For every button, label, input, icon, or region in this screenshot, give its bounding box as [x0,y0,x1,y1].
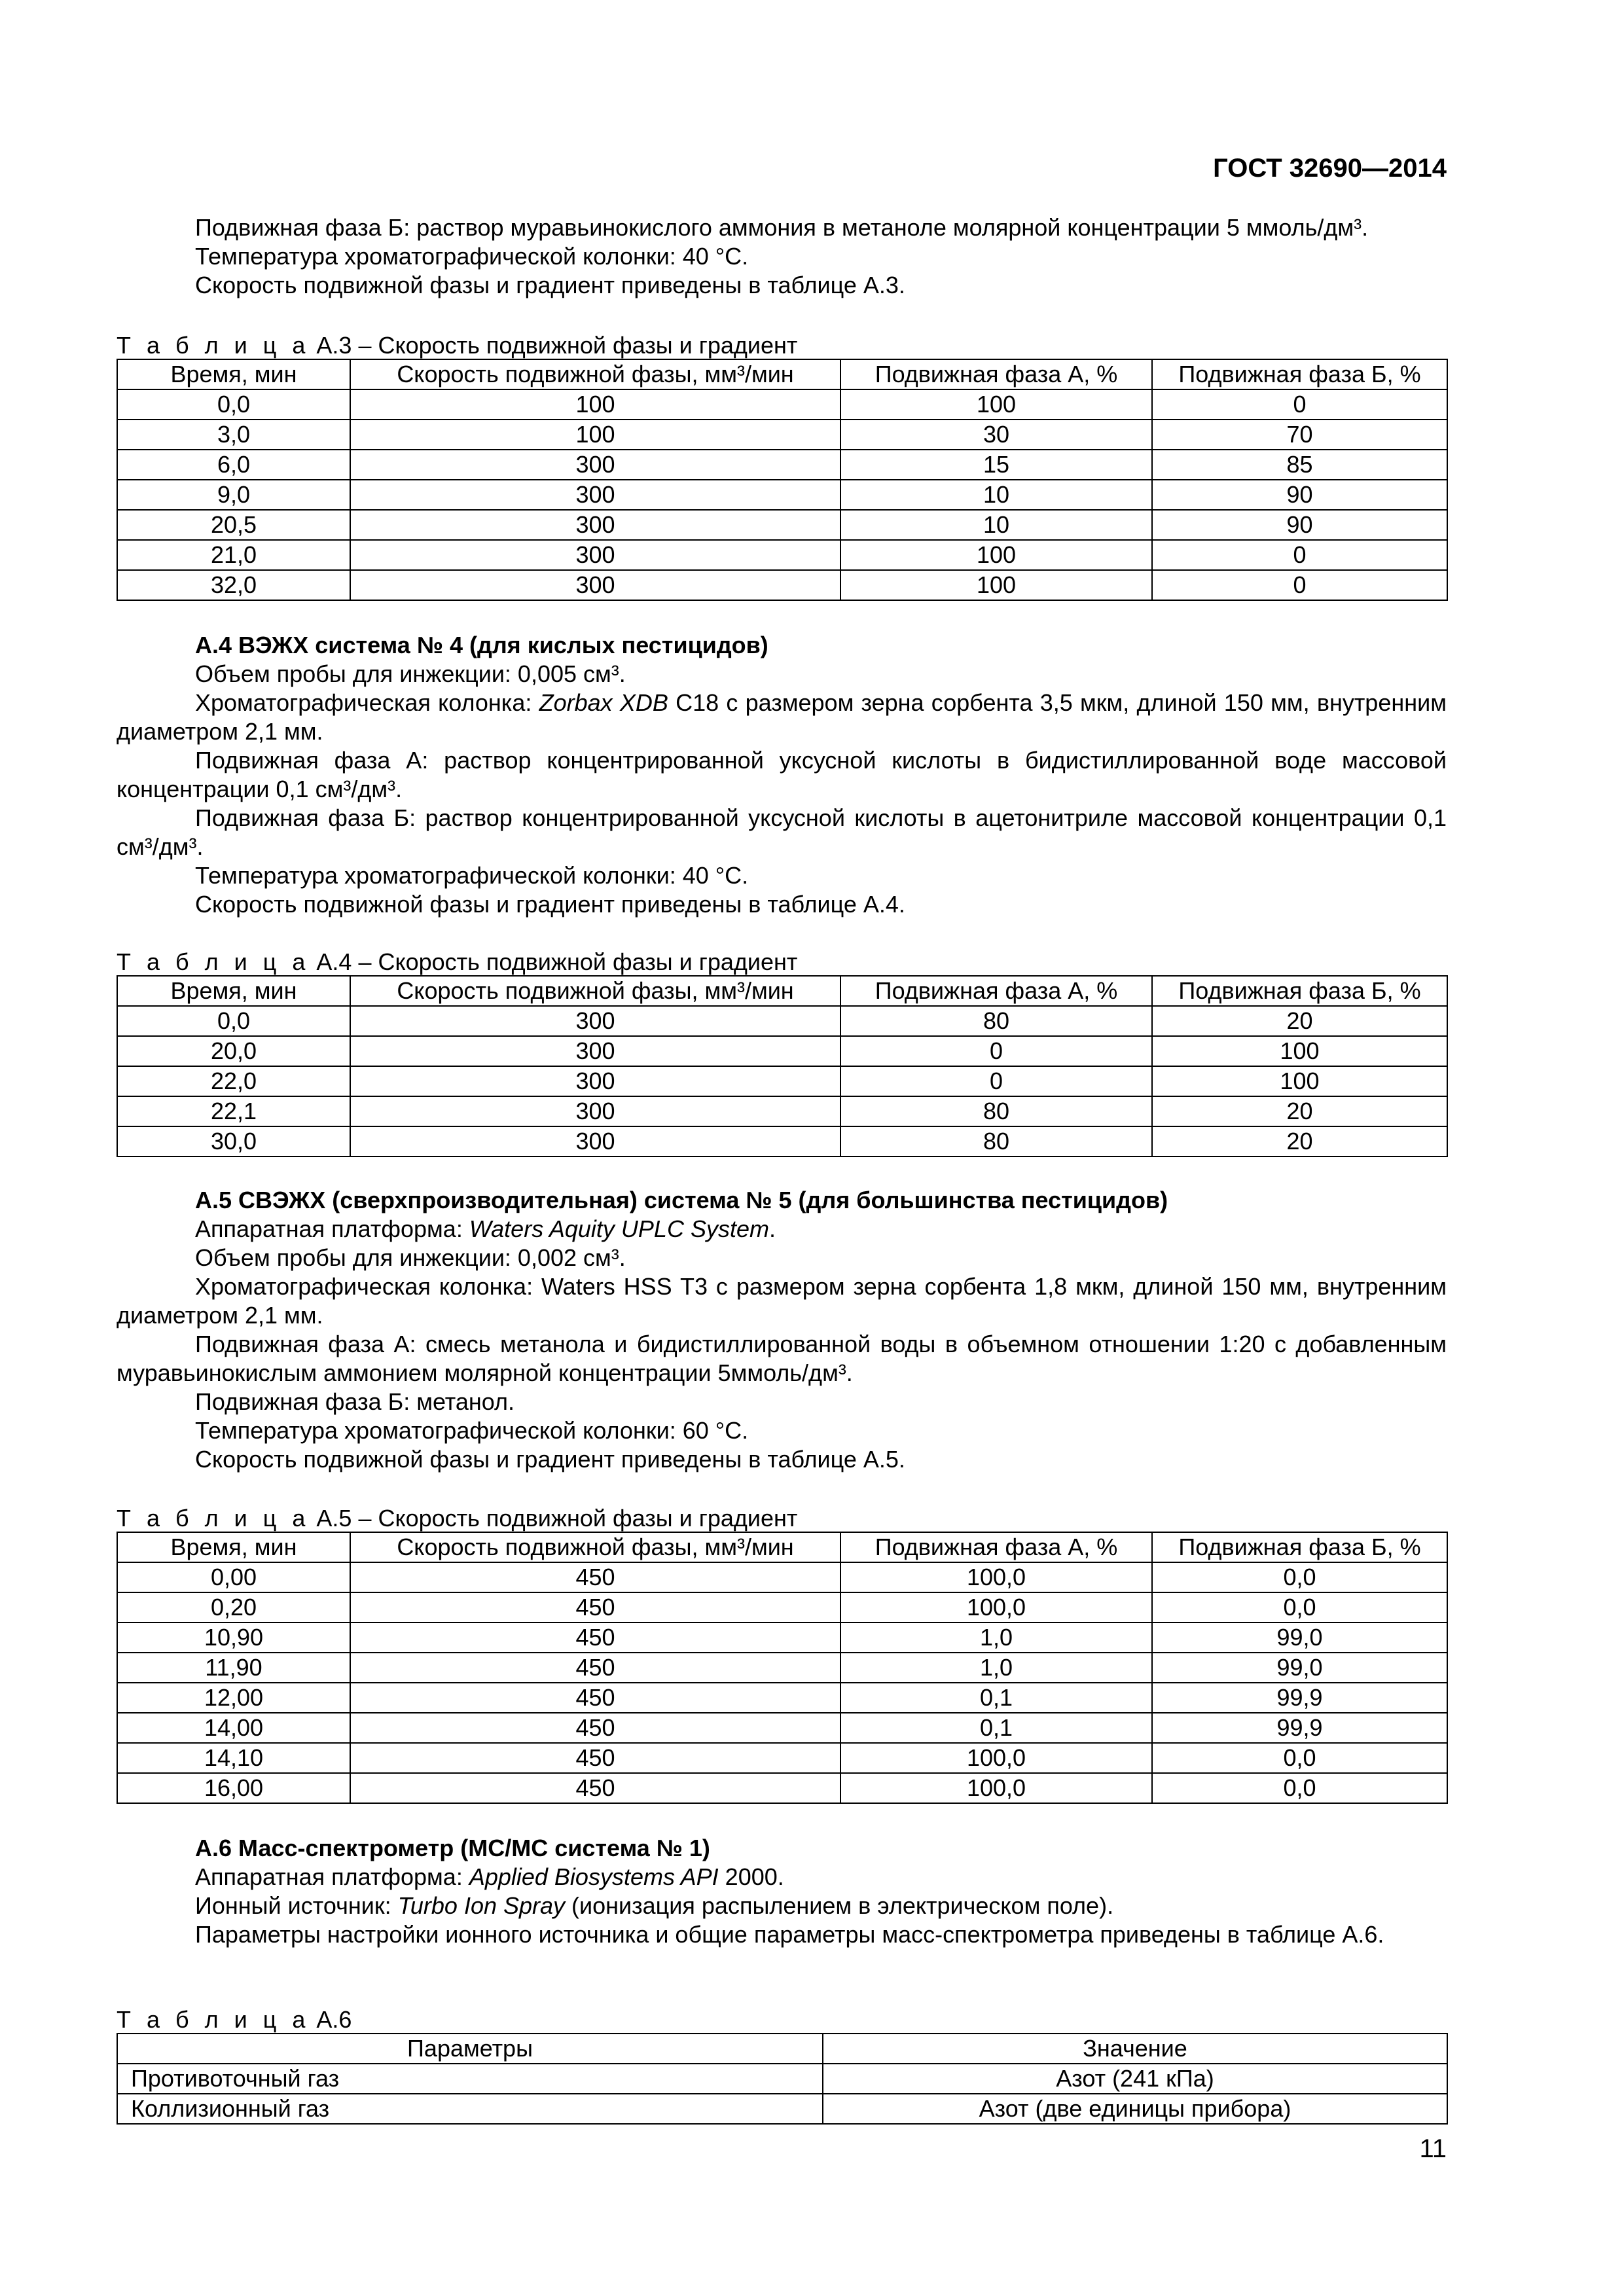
table-cell: 0,0 [1152,1562,1447,1592]
table-cell: 22,0 [117,1066,350,1096]
table-cell: 21,0 [117,540,350,570]
table-cell: 30,0 [117,1126,350,1157]
table-cell: 20,5 [117,510,350,540]
table-cell: 450 [350,1562,840,1592]
table-cell: 300 [350,1036,840,1066]
column-header: Подвижная фаза А, % [840,359,1152,389]
table-cell: 0,00 [117,1562,350,1592]
table-cell: Противоточный газ [117,2064,823,2094]
paragraph: Аппаратная платформа: Applied Biosystems API 2000. [195,1863,784,1890]
table-row [117,1066,1447,1096]
table-a4 [117,975,1448,1157]
table-cell: Азот (241 кПа) [823,2064,1447,2094]
table-cell: 100 [350,420,840,450]
table-a3 [117,359,1448,601]
table-a4-block [117,949,1447,1157]
table-cell: 450 [350,1743,840,1773]
table-cell: 20 [1152,1006,1447,1036]
table-cell: 9,0 [117,480,350,510]
table-caption: Т а б л и ц а А.5 – Скорость подвижной фазы и градиент [117,1505,798,1532]
table-cell: 0 [1152,389,1447,420]
table-cell: 70 [1152,420,1447,450]
table-cell: 450 [350,1623,840,1653]
table-cell: 32,0 [117,570,350,600]
column-header: Время, мин [117,1532,350,1562]
table-cell: 99,0 [1152,1653,1447,1683]
table-caption: Т а б л и ц а А.6 [117,2006,352,2033]
table-a3-block [117,332,1447,601]
table-cell: 300 [350,510,840,540]
paragraph: Объем пробы для инжекции: 0,005 см³. [195,660,626,687]
table-row [117,1036,1447,1066]
table-header-row [117,2034,1447,2064]
table-cell: 0,0 [117,1006,350,1036]
paragraph: Объем пробы для инжекции: 0,002 см³. [195,1244,626,1271]
table-cell: 300 [350,570,840,600]
table-cell: 14,00 [117,1713,350,1743]
section-title: А.6 Масс-спектрометр (МС/МС система № 1) [195,1835,710,1861]
table-cell: 0,1 [840,1683,1152,1713]
section-a6 [117,1834,1447,1949]
paragraph: Аппаратная платформа: Waters Aquity UPLC System. [195,1215,776,1242]
table-row [117,540,1447,570]
paragraph: Подвижная фаза Б: раствор муравьинокислого аммония в метаноле молярной концентрации 5 ммоль/дм³. [195,214,1369,241]
table-row [117,1126,1447,1157]
table-cell: 10 [840,480,1152,510]
table-row [117,510,1447,540]
table-cell: 20 [1152,1096,1447,1126]
table-row [117,1683,1447,1713]
column-header: Значение [823,2034,1447,2064]
table-cell: 300 [350,1126,840,1157]
table-cell: 300 [350,1066,840,1096]
table-cell: 450 [350,1773,840,1803]
table-row [117,2064,1447,2094]
table-cell: 20,0 [117,1036,350,1066]
table-cell: 80 [840,1126,1152,1157]
intro-text [117,213,1447,300]
section-a5 [117,1186,1447,1474]
table-cell: 100 [1152,1036,1447,1066]
table-cell: 100,0 [840,1592,1152,1623]
table-row [117,450,1447,480]
paragraph: Температура хроматографической колонки: 60 °С. [195,1417,749,1444]
column-header: Подвижная фаза А, % [840,1532,1152,1562]
table-cell: 90 [1152,510,1447,540]
document-id: ГОСТ 32690—2014 [1213,154,1447,183]
table-cell: 80 [840,1006,1152,1036]
table-cell: 100 [840,540,1152,570]
table-row [117,480,1447,510]
table-cell: 450 [350,1592,840,1623]
section-title: А.5 СВЭЖХ (сверхпроизводительная) система № 5 (для большинства пестицидов) [195,1187,1168,1213]
table-cell: 30 [840,420,1152,450]
table-cell: 0 [840,1066,1152,1096]
table-a5 [117,1532,1448,1804]
table-cell: 100,0 [840,1773,1152,1803]
table-cell: 10 [840,510,1152,540]
column-header: Время, мин [117,359,350,389]
table-header-row [117,1532,1447,1562]
table-cell: 15 [840,450,1152,480]
table-cell: 300 [350,1006,840,1036]
table-row [117,1743,1447,1773]
table-cell: 1,0 [840,1623,1152,1653]
paragraph: Скорость подвижной фазы и градиент приведены в таблице А.4. [195,891,905,918]
column-header: Скорость подвижной фазы, мм³/мин [350,359,840,389]
table-header-row [117,976,1447,1006]
table-caption: Т а б л и ц а А.3 – Скорость подвижной фазы и градиент [117,332,798,359]
table-row [117,1713,1447,1743]
table-cell: 14,10 [117,1743,350,1773]
table-cell: 100,0 [840,1562,1152,1592]
table-cell: 80 [840,1096,1152,1126]
table-row [117,2094,1447,2124]
table-cell: Коллизионный газ [117,2094,823,2124]
column-header: Подвижная фаза А, % [840,976,1152,1006]
table-cell: 1,0 [840,1653,1152,1683]
paragraph: Скорость подвижной фазы и градиент приведены в таблице А.5. [195,1446,905,1473]
table-cell: 6,0 [117,450,350,480]
paragraph: Подвижная фаза А: смесь метанола и бидистиллированной воды в объемном отношении 1:20 с добавленным муравьинокислым аммонием молярной концентрации 5ммоль/дм³. [117,1331,1447,1386]
table-caption: Т а б л и ц а А.4 – Скорость подвижной фазы и градиент [117,948,798,975]
table-row [117,1653,1447,1683]
table-cell: 0 [840,1036,1152,1066]
table-row [117,1562,1447,1592]
table-row [117,1592,1447,1623]
table-cell: 3,0 [117,420,350,450]
table-cell: 12,00 [117,1683,350,1713]
table-cell: 99,9 [1152,1683,1447,1713]
table-row [117,1096,1447,1126]
table-cell: 300 [350,480,840,510]
table-row [117,420,1447,450]
table-cell: 11,90 [117,1653,350,1683]
table-cell: 100 [840,570,1152,600]
page-number: 11 [1419,2134,1447,2163]
table-a6-block [117,2007,1447,2125]
table-cell: 90 [1152,480,1447,510]
table-cell: 85 [1152,450,1447,480]
paragraph: Подвижная фаза Б: раствор концентрированной уксусной кислоты в ацетонитриле массовой концентрации 0,1 см³/дм³. [117,804,1447,860]
column-header: Подвижная фаза Б, % [1152,359,1447,389]
table-cell: 0,0 [1152,1743,1447,1773]
table-cell: 300 [350,450,840,480]
table-cell: 20 [1152,1126,1447,1157]
table-cell: 0 [1152,540,1447,570]
paragraph: Хроматографическая колонка: Zorbax XDB С18 с размером зерна сорбента 3,5 мкм, длиной 150 мм, внутренним диаметром 2,1 мм. [117,689,1447,745]
table-row [117,1773,1447,1803]
table-cell: 99,9 [1152,1713,1447,1743]
table-cell: 450 [350,1713,840,1743]
column-header: Подвижная фаза Б, % [1152,976,1447,1006]
column-header: Скорость подвижной фазы, мм³/мин [350,1532,840,1562]
table-cell: 10,90 [117,1623,350,1653]
table-cell: 0,0 [1152,1773,1447,1803]
paragraph: Хроматографическая колонка: Waters HSS T3 с размером зерна сорбента 1,8 мкм, длиной 150 мм, внутренним диаметром 2,1 мм. [117,1273,1447,1329]
table-cell: 99,0 [1152,1623,1447,1653]
table-cell: 450 [350,1683,840,1713]
table-cell: 0,0 [117,389,350,420]
table-row [117,570,1447,600]
table-cell: 16,00 [117,1773,350,1803]
section-a4 [117,631,1447,919]
paragraph: Подвижная фаза А: раствор концентрированной уксусной кислоты в бидистиллированной воде массовой концентрации 0,1 см³/дм³. [117,747,1447,802]
table-cell: 22,1 [117,1096,350,1126]
table-cell: 300 [350,540,840,570]
table-cell: 0,1 [840,1713,1152,1743]
paragraph: Ионный источник: Turbo Ion Spray (ионизация распылением в электрическом поле). [195,1892,1114,1919]
column-header: Подвижная фаза Б, % [1152,1532,1447,1562]
paragraph: Температура хроматографической колонки: 40 °С. [195,243,749,270]
table-header-row [117,359,1447,389]
table-cell: 100,0 [840,1743,1152,1773]
table-cell: 450 [350,1653,840,1683]
table-cell: 100 [1152,1066,1447,1096]
table-cell: 0,0 [1152,1592,1447,1623]
table-cell: 0 [1152,570,1447,600]
column-header: Параметры [117,2034,823,2064]
table-row [117,1623,1447,1653]
table-cell: 0,20 [117,1592,350,1623]
table-cell: Азот (две единицы прибора) [823,2094,1447,2124]
table-cell: 100 [840,389,1152,420]
column-header: Время, мин [117,976,350,1006]
table-a6 [117,2033,1448,2125]
table-a5-block [117,1505,1447,1804]
table-cell: 100 [350,389,840,420]
paragraph: Подвижная фаза Б: метанол. [195,1388,515,1415]
table-cell: 300 [350,1096,840,1126]
table-row [117,1006,1447,1036]
column-header: Скорость подвижной фазы, мм³/мин [350,976,840,1006]
table-row [117,389,1447,420]
paragraph: Температура хроматографической колонки: 40 °С. [195,862,749,889]
paragraph: Скорость подвижной фазы и градиент приведены в таблице А.3. [195,272,905,298]
paragraph: Параметры настройки ионного источника и общие параметры масс-спектрометра приведены в таблице А.6. [195,1921,1384,1948]
section-title: А.4 ВЭЖХ система № 4 (для кислых пестицидов) [195,632,768,658]
